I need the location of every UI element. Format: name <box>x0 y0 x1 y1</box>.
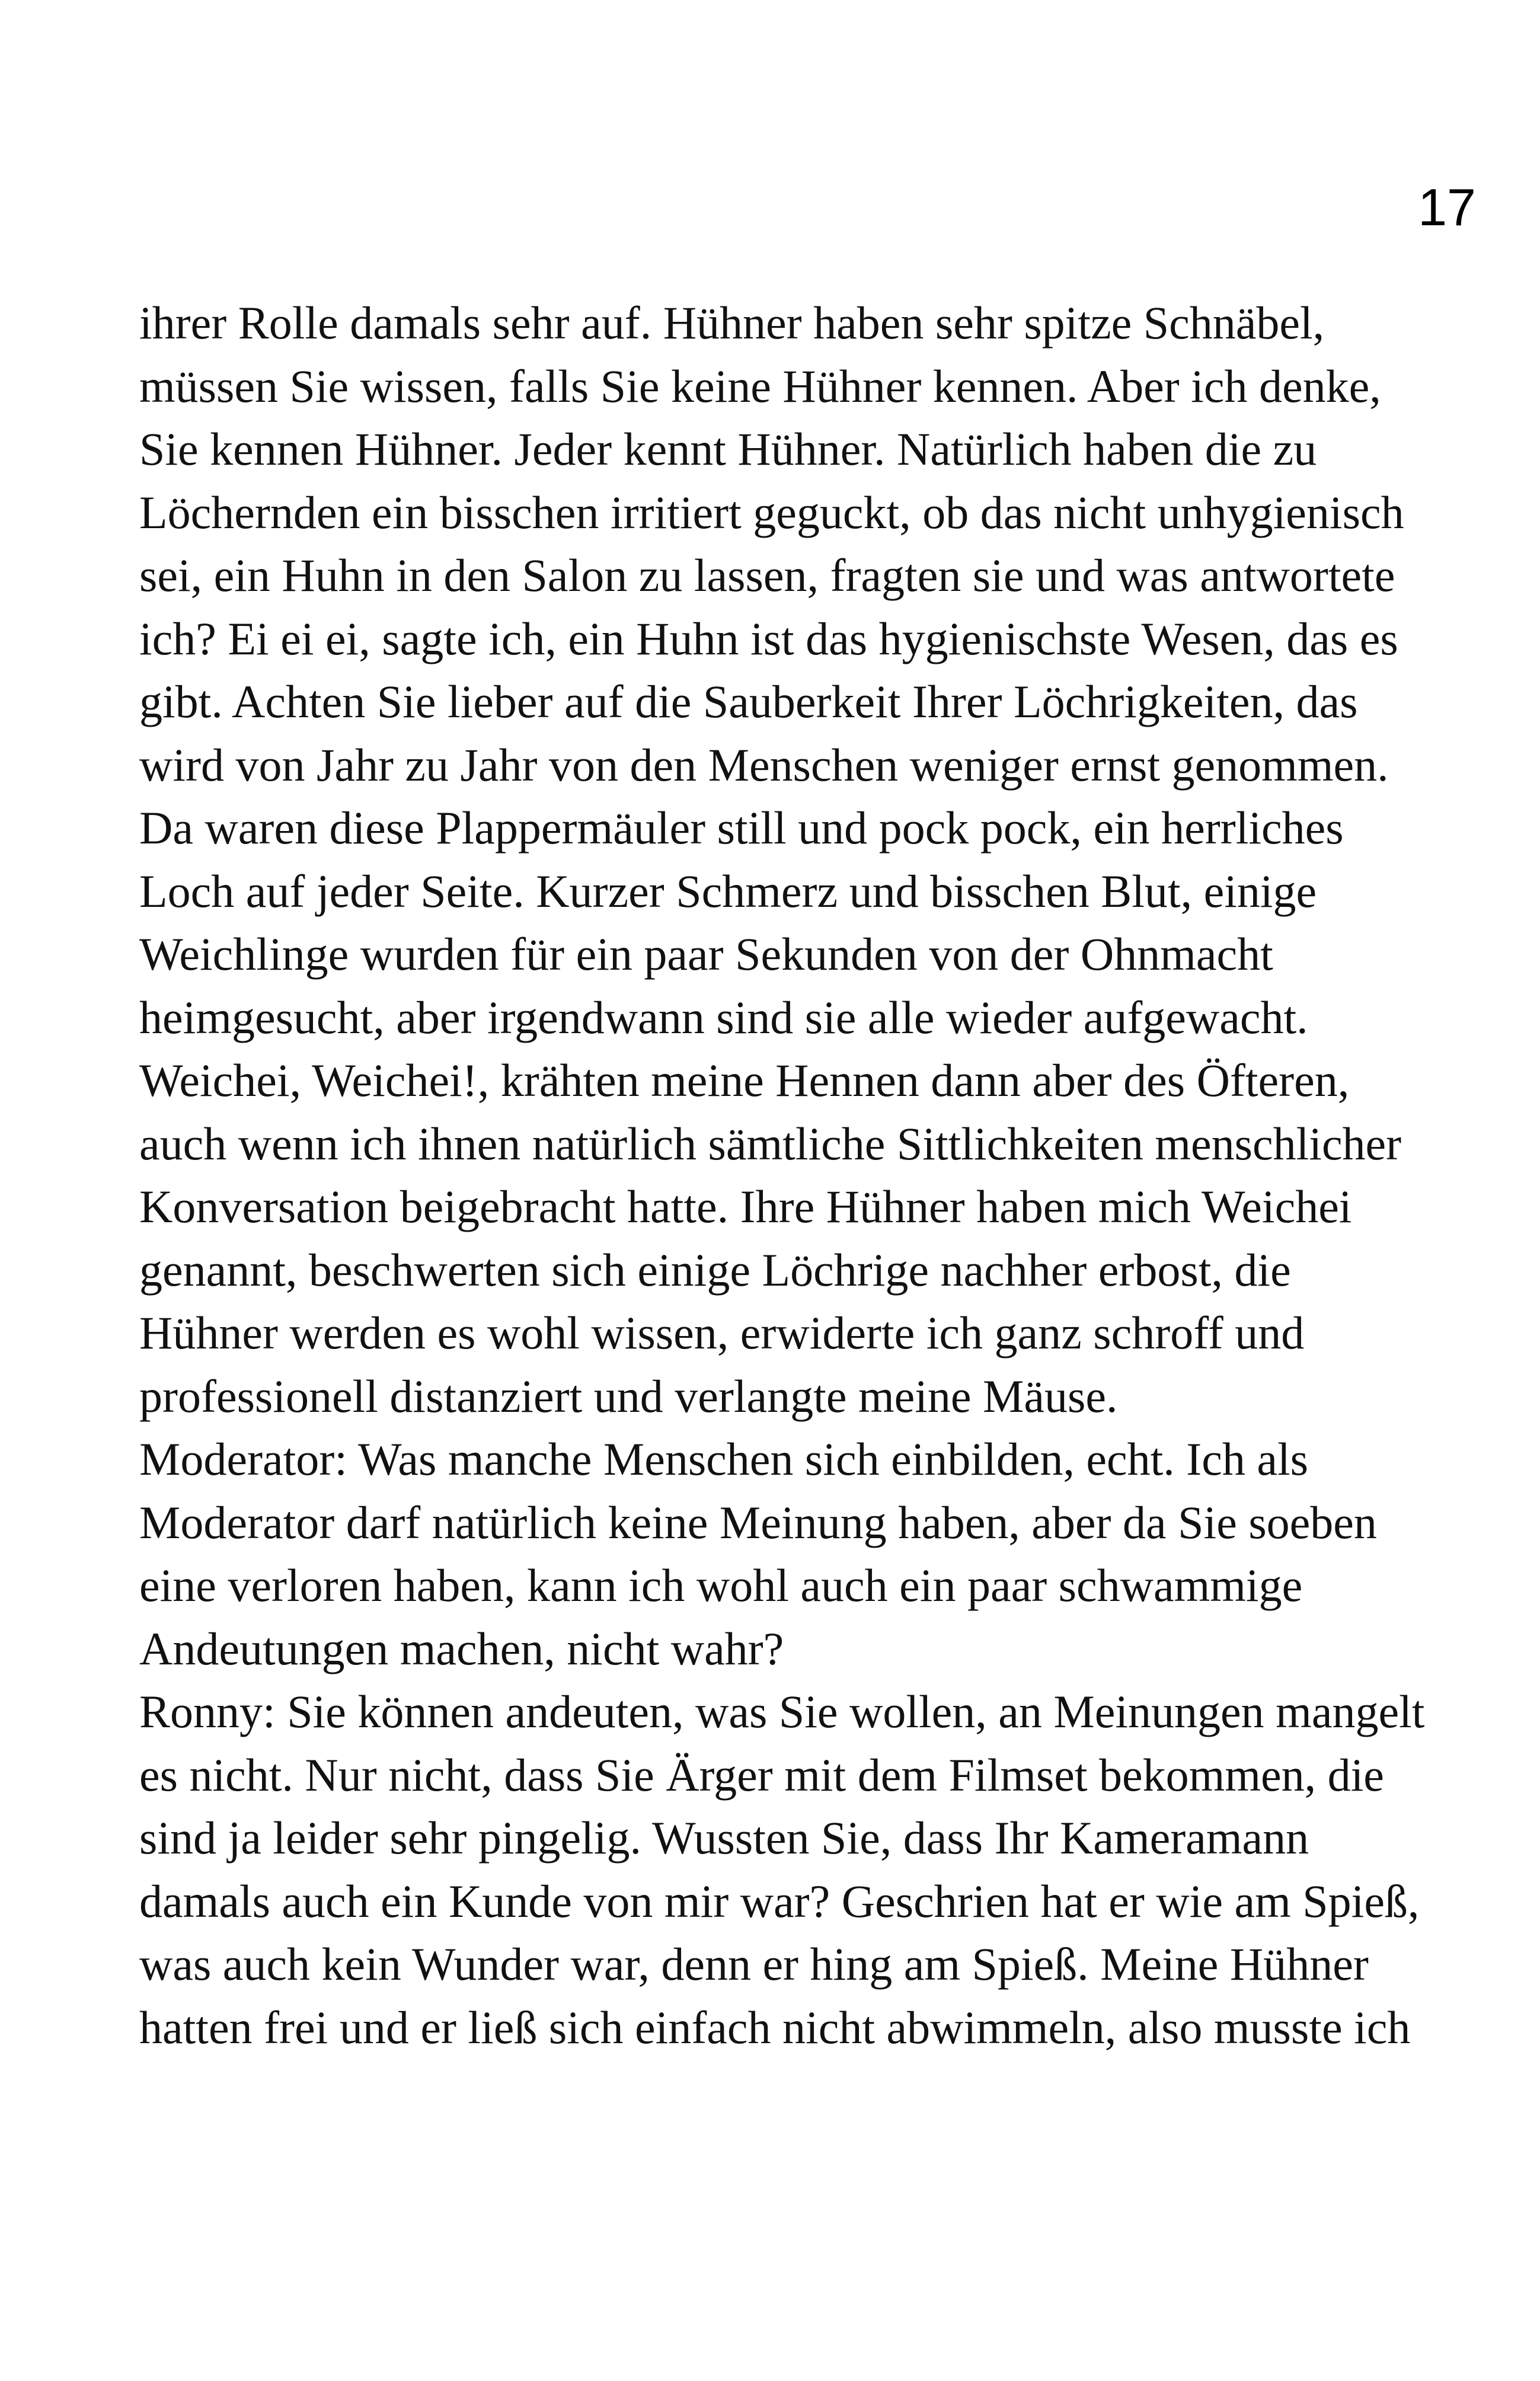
text-line: ihrer Rolle damals sehr auf. Hühner haben sehr spitze Schnäbel, <box>139 297 1325 349</box>
text-line: Sie kennen Hühner. Jeder kennt Hühner. Natürlich haben die zu <box>139 423 1317 475</box>
text-line: auch wenn ich ihnen natürlich sämtliche Sittlichkeiten menschlicher <box>139 1117 1402 1169</box>
text-line: professionell distanziert und verlangte meine Mäuse. <box>139 1370 1118 1422</box>
text-line: damals auch ein Kunde von mir war? Geschrien hat er wie am Spieß, <box>139 1875 1420 1927</box>
text-line: heimgesucht, aber irgendwann sind sie alle wieder aufgewacht. <box>139 991 1308 1043</box>
text-line: was auch kein Wunder war, denn er hing am Spieß. Meine Hühner <box>139 1938 1369 1990</box>
text-line: Weichei, Weichei!, krähten meine Hennen dann aber des Öfteren, <box>139 1054 1350 1106</box>
text-line: Hühner werden es wohl wissen, erwiderte ich ganz schroff und <box>139 1307 1305 1359</box>
text-line: Andeutungen machen, nicht wahr? <box>139 1622 784 1674</box>
text-line: wird von Jahr zu Jahr von den Menschen weniger ernst genommen. <box>139 739 1389 791</box>
text-line: sind ja leider sehr pingelig. Wussten Sie, dass Ihr Kameramann <box>139 1812 1309 1864</box>
text-line: ich? Ei ei ei, sagte ich, ein Huhn ist das hygienischste Wesen, das es <box>139 612 1398 664</box>
text-line: Löchernden ein bisschen irritiert geguckt, ob das nicht unhygienisch <box>139 486 1404 538</box>
text-line: hatten frei und er ließ sich einfach nicht abwimmeln, also musste ich <box>139 2001 1411 2053</box>
text-line: müssen Sie wissen, falls Sie keine Hühner kennen. Aber ich denke, <box>139 360 1381 412</box>
text-line: genannt, beschwerten sich einige Löchrige nachher erbost, die <box>139 1244 1291 1296</box>
text-line: Da waren diese Plappermäuler still und pock pock, ein herrliches <box>139 802 1344 854</box>
page-number: 17 <box>1418 178 1476 236</box>
text-line: Moderator: Was manche Menschen sich einbilden, echt. Ich als <box>139 1433 1308 1485</box>
text-line: Konversation beigebracht hatte. Ihre Hühner haben mich Weichei <box>139 1181 1352 1232</box>
body-text <box>139 292 1479 2059</box>
text-line: Ronny: Sie können andeuten, was Sie wollen, an Meinungen mangelt <box>139 1686 1425 1737</box>
text-line: sei, ein Huhn in den Salon zu lassen, fragten sie und was antwortete <box>139 549 1395 601</box>
text-line: eine verloren haben, kann ich wohl auch ein paar schwammige <box>139 1559 1303 1611</box>
text-line: Weichlinge wurden für ein paar Sekunden von der Ohnmacht <box>139 928 1273 980</box>
text-line: gibt. Achten Sie lieber auf die Sauberkeit Ihrer Löchrigkeiten, das <box>139 676 1358 727</box>
text-line: Loch auf jeder Seite. Kurzer Schmerz und bisschen Blut, einige <box>139 865 1317 917</box>
text-line: es nicht. Nur nicht, dass Sie Ärger mit dem Filmset bekommen, die <box>139 1749 1384 1801</box>
text-line: Moderator darf natürlich keine Meinung haben, aber da Sie soeben <box>139 1496 1377 1548</box>
